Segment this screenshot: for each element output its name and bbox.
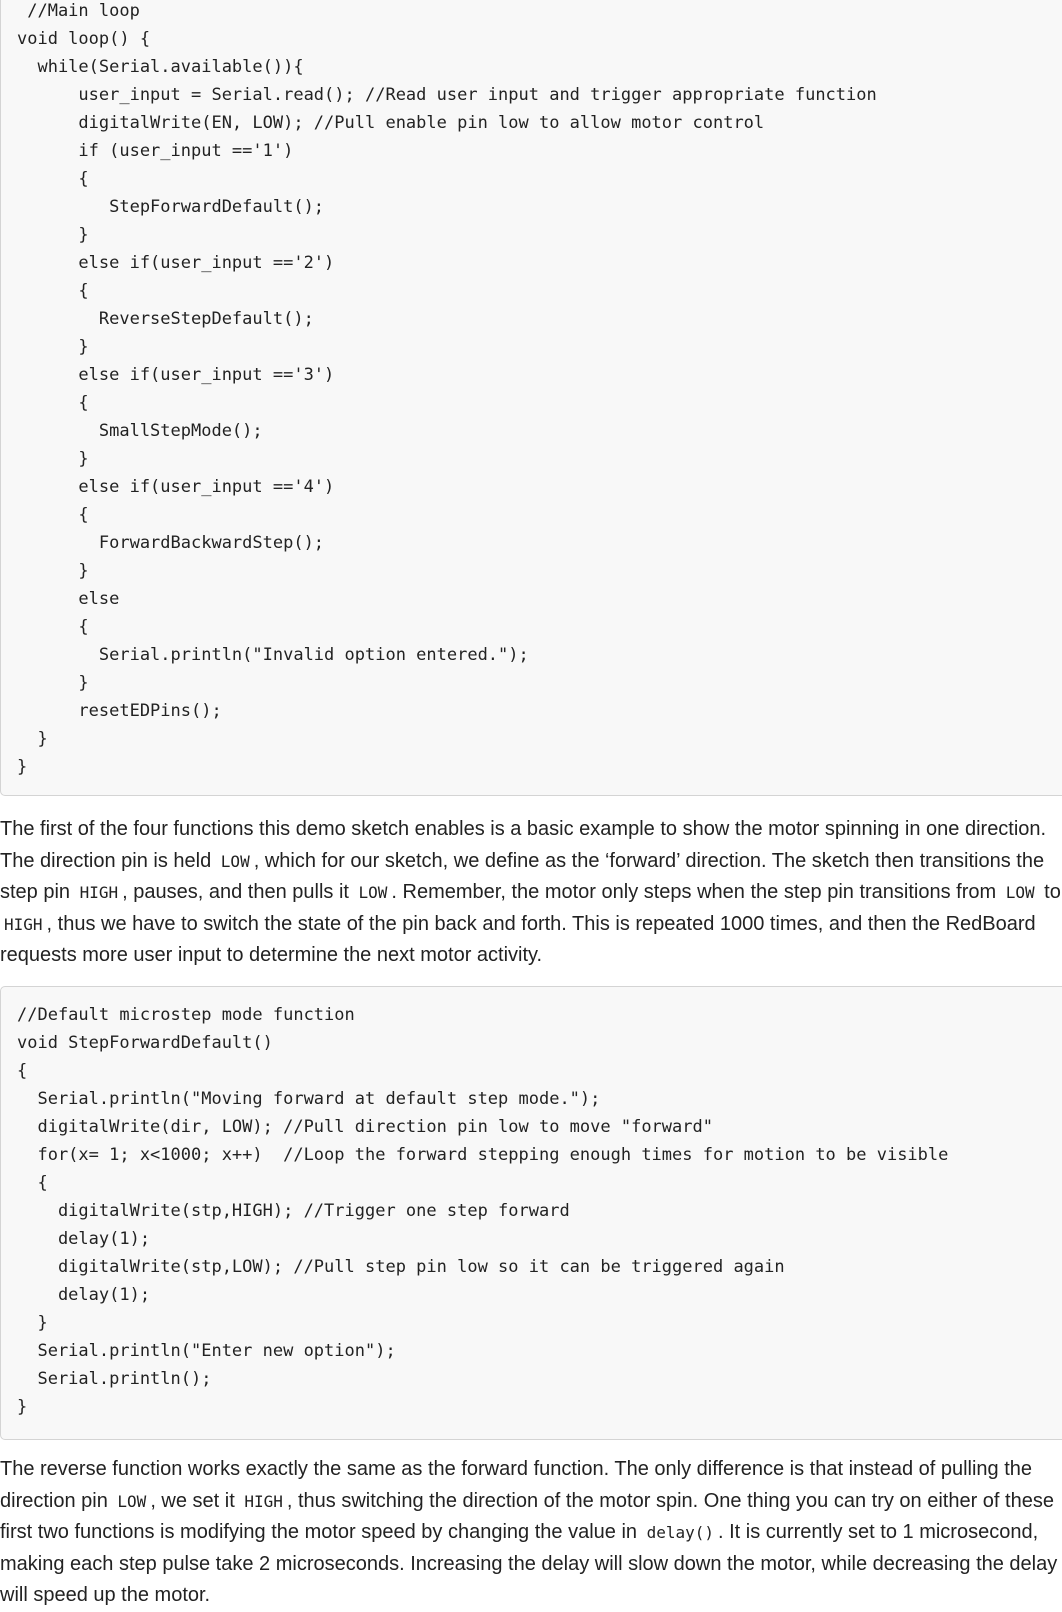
inline-code: LOW [1005, 883, 1035, 902]
inline-code: HIGH [244, 1491, 283, 1511]
code-line: } [17, 729, 48, 749]
code-line: for(x= 1; x<1000; x++) //Loop the forward stepping enough times for motion to be visible [17, 1145, 949, 1165]
inline-code: HIGH [4, 914, 43, 934]
code-line: else [17, 589, 120, 609]
code-line: } [17, 225, 89, 245]
code-line: } [17, 1313, 48, 1333]
code-line: //Default microstep mode function [17, 1005, 355, 1025]
inline-code: delay() [646, 1523, 715, 1542]
code-line: digitalWrite(EN, LOW); //Pull enable pin low to allow motor control [17, 113, 765, 133]
code-line: else if(user_input =='2') [17, 253, 335, 273]
code-line: { [17, 281, 89, 301]
inline-code: LOW [220, 851, 250, 871]
code-line: Serial.println(); [17, 1369, 212, 1389]
code-line: Serial.println("Moving forward at default step mode."); [17, 1089, 601, 1109]
paragraph-text: , we set it [150, 1489, 241, 1512]
code-line: void loop() { [17, 29, 151, 49]
paragraph-reverse-function [0, 1454, 1062, 1612]
inline-code: LOW [117, 1491, 147, 1511]
code-line: else if(user_input =='4') [17, 477, 335, 497]
code-line: } [17, 673, 89, 693]
code-line: } [17, 337, 89, 357]
code-line: SmallStepMode(); [17, 421, 263, 441]
code-line: user_input = Serial.read(); //Read user input and trigger appropriate function [17, 85, 877, 105]
code-line: while(Serial.available()){ [17, 57, 304, 77]
code-line: } [17, 757, 28, 777]
code-line: } [17, 449, 89, 469]
code-block-main-loop [0, 0, 1062, 796]
code-line: Serial.println("Invalid option entered."); [17, 645, 529, 665]
code-line: { [17, 393, 89, 413]
paragraph-text: . It is currently set to 1 microsecond, making each step pulse take 2 microseconds. Increasing the delay will slow down the motor, while decreasing the delay will speed up the motor. [0, 1521, 1058, 1606]
code-line: resetEDPins(); [17, 701, 222, 721]
code-line: digitalWrite(stp,HIGH); //Trigger one step forward [17, 1201, 570, 1221]
code-line: delay(1); [17, 1229, 151, 1249]
code-line: ForwardBackwardStep(); [17, 533, 325, 553]
paragraph-text: The first of the four functions this demo sketch enables is a basic example to show the motor spinning in one direction. The direction pin is held [0, 818, 1047, 872]
code-line: } [17, 1397, 28, 1417]
paragraph-forward-function [0, 814, 1062, 972]
code-line: { [17, 617, 89, 637]
inline-code: HIGH [79, 883, 119, 902]
code-line: } [17, 561, 89, 581]
code-line: //Main loop [17, 1, 140, 21]
code-line: digitalWrite(dir, LOW); //Pull direction pin low to move "forward" [17, 1117, 713, 1137]
paragraph-text: . Remember, the motor only steps when the step pin transitions from [391, 881, 1002, 903]
code-line: else if(user_input =='3') [17, 365, 335, 385]
code-line: { [17, 169, 89, 189]
paragraph-text: to [1038, 881, 1061, 903]
paragraph-text: The reverse function works exactly the same as the forward function. The only difference is that instead of pulling the direction pin [0, 1458, 1033, 1512]
code-line: if (user_input =='1') [17, 141, 294, 161]
code-line: { [17, 505, 89, 525]
code-line: delay(1); [17, 1285, 151, 1305]
code-line: digitalWrite(stp,LOW); //Pull step pin low so it can be triggered again [17, 1257, 785, 1277]
code-line: void StepForwardDefault() [17, 1033, 273, 1053]
code-line: ReverseStepDefault(); [17, 309, 314, 329]
inline-code: LOW [358, 883, 388, 902]
paragraph-text: , thus switching the direction of the motor spin. One thing you can try on either of these first two functions is modifying the motor speed by changing the value in [0, 1489, 1054, 1543]
code-line: { [17, 1061, 28, 1081]
paragraph-text: , which for our sketch, we define as the ‘forward’ direction. The sketch then transitions the step pin [0, 849, 1045, 903]
code-line: StepForwardDefault(); [17, 197, 325, 217]
code-line: Serial.println("Enter new option"); [17, 1341, 396, 1361]
paragraph-text: , pauses, and then pulls it [122, 881, 355, 903]
code-block-step-forward-default [0, 986, 1062, 1440]
paragraph-text: , thus we have to switch the state of the pin back and forth. This is repeated 1000 times, and then the RedBoard requests more user input to determine the next motor activity. [0, 912, 1036, 966]
code-line: { [17, 1173, 48, 1193]
